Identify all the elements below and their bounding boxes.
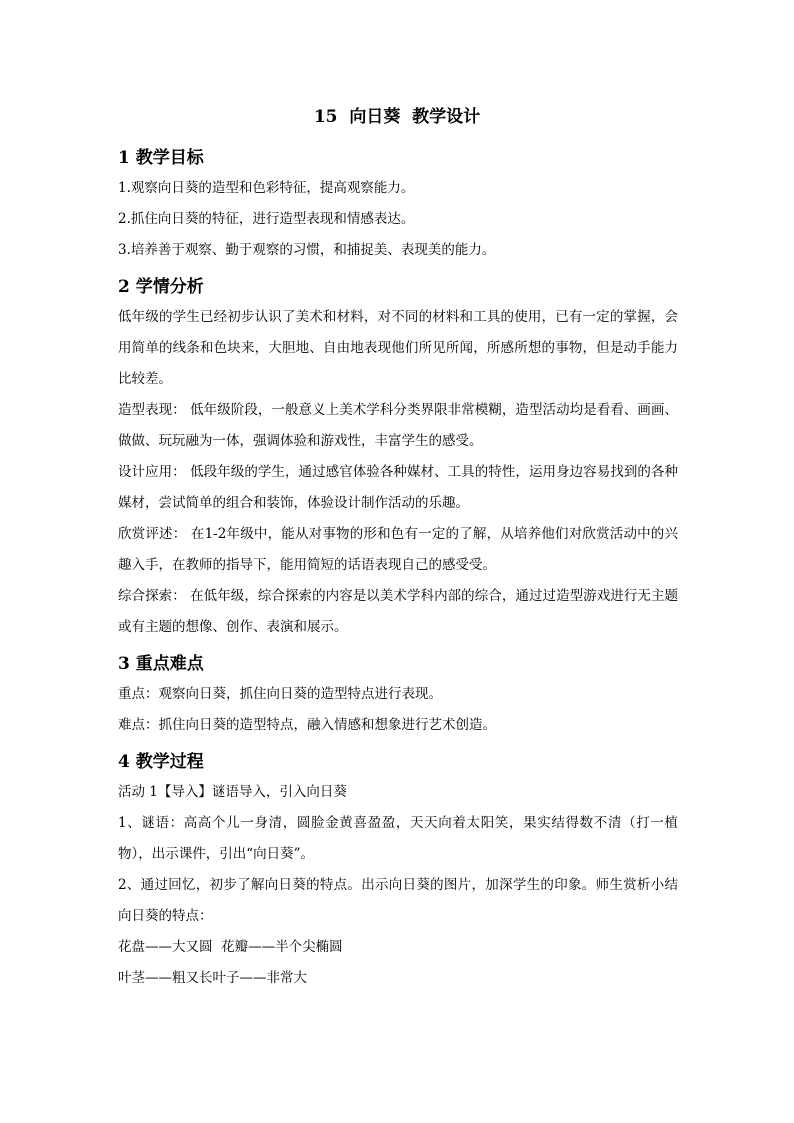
analysis-paragraph: 欣赏评述： 在1-2年级中，能从对事物的形和色有一定的了解，从培养他们对欣赏活动中的兴趣入手，在教师的指导下，能用简短的话语表现自己的感受受。	[118, 526, 678, 573]
section-heading: 2 学情分析	[118, 277, 204, 297]
process-paragraph: 2、通过回忆，初步了解向日葵的特点。出示向日葵的图片，加深学生的印象。师生赏析小结向日葵的特点：	[118, 877, 678, 924]
section-heading: 3 重点难点	[118, 654, 204, 674]
analysis-paragraph: 设计应用： 低段年级的学生，通过感官体验各种媒材、工具的特性，运用身边容易找到的各种媒材，尝试简单的组合和装饰，体验设计制作活动的乐趣。	[118, 464, 678, 511]
analysis-paragraph: 造型表现： 低年级阶段，一般意义上美术学科分类界限非常模糊，造型活动均是看看、画画、做做、玩玩融为一体，强调体验和游戏性，丰富学生的感受。	[118, 402, 678, 449]
process-paragraph: 叶茎——粗又长叶子——非常大	[118, 970, 307, 986]
key-point-item: 难点：抓住向日葵的造型特点，融入情感和想象进行艺术创造。	[118, 717, 496, 733]
section-teaching-process	[118, 747, 678, 994]
section-teaching-goals	[118, 143, 678, 266]
analysis-paragraph: 综合探索： 在低年级，综合探索的内容是以美术学科内部的综合，通过过造型游戏进行无主题或有主题的想像、创作、表演和展示。	[118, 588, 678, 635]
section-heading: 4 教学过程	[118, 752, 204, 772]
document-body	[118, 143, 678, 994]
section-heading: 1 教学目标	[118, 148, 204, 168]
process-paragraph: 花盘——大又圆 花瓣——半个尖椭圆	[118, 939, 343, 955]
goal-item: 3.培养善于观察、勤于观察的习惯，和捕捉美、表现美的能力。	[118, 242, 496, 258]
analysis-paragraph: 低年级的学生已经初步认识了美术和材料，对不同的材料和工具的使用，已有一定的掌握，会用简单的线条和色块来，大胆地、自由地表现他们所见所闻，所感所想的事物，但是动手能力比较差。	[118, 309, 678, 387]
process-paragraph: 活动 1【导入】谜语导入，引入向日葵	[118, 784, 347, 800]
section-key-points	[118, 649, 678, 741]
process-paragraph: 1、谜语：高高个儿一身清，圆脸金黄喜盈盈，天天向着太阳笑，果实结得数不清（打一植物），出示课件，引出“向日葵”。	[118, 815, 678, 862]
goal-item: 1.观察向日葵的造型和色彩特征，提高观察能力。	[118, 180, 415, 196]
section-student-analysis	[118, 272, 678, 643]
document-title: 15 向日葵 教学设计	[313, 107, 481, 127]
goal-item: 2.抓住向日葵的特征，进行造型表现和情感表达。	[118, 211, 415, 227]
key-point-item: 重点：观察向日葵，抓住向日葵的造型特点进行表现。	[118, 686, 442, 702]
